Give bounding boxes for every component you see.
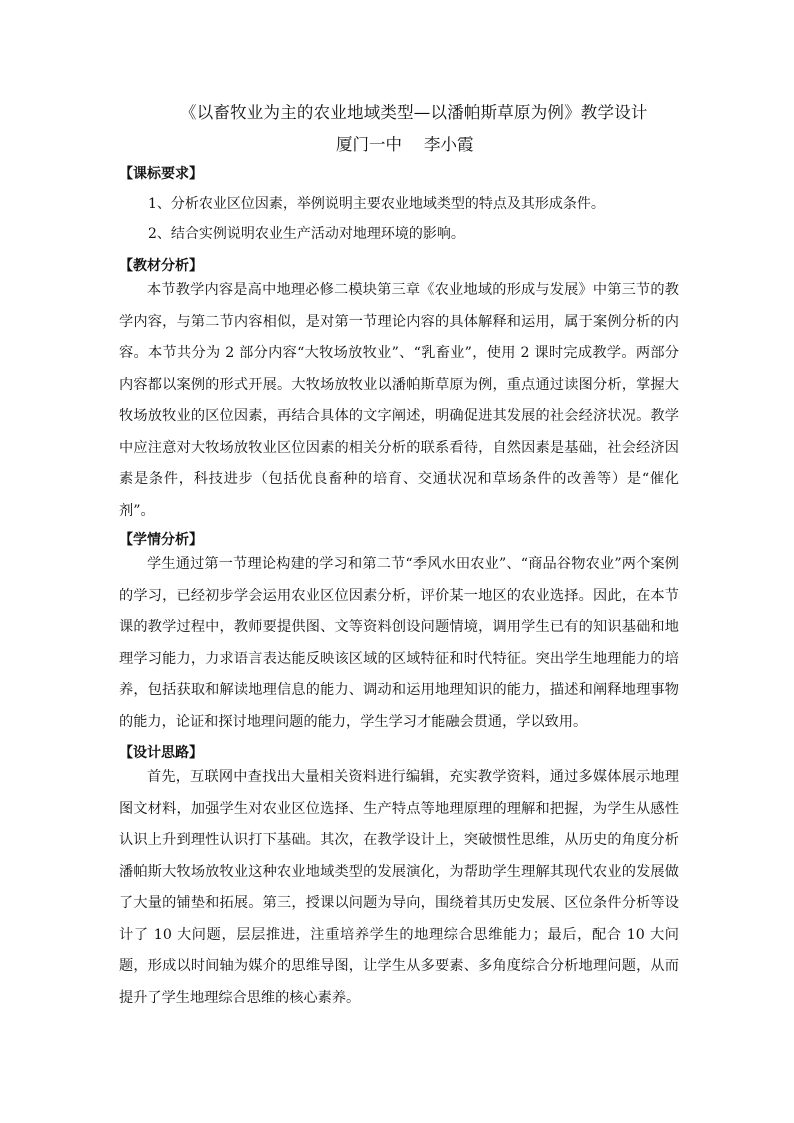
document-title: 《以畜牧业为主的农业地域类型—以潘帕斯草原为例》教学设计 bbox=[180, 103, 648, 122]
design-paragraph: 首先，互联网中查找出大量相关资料进行编辑，充实教学资料，通过多媒体展示地理图文材料，加强学生对农业区位选择、生产特点等地理原理的理解和把握，为学生从感性认识上升到理性认识打下基础。其次，在教学设计上，突破惯性思维，从历史的角度分析潘帕斯大牧场放牧业这种农业地域类型的发展演化，为帮助学生理解其现代农业的发展做了大量的铺垫和拓展。第三，授课以问题为导向，围绕着其历史发展、区位条件分析等设计了 10 大问题，层层推进，注重培养学生的地理综合思维能力；最后，配合 10 大问题，形成以时间轴为媒介的思维导图，让学生从多要素、多角度综合分析地理问题，从而提升了学生地理综合思维的核心素养。 bbox=[119, 769, 679, 1006]
design-heading: 【设计思路】 bbox=[119, 745, 203, 761]
curriculum-item-1: 1、分析农业区位因素，举例说明主要农业地域类型的特点及其形成条件。 bbox=[148, 196, 605, 212]
author-line bbox=[336, 133, 474, 157]
author-name: 李小霞 bbox=[424, 135, 474, 154]
curriculum-item-2: 2、结合实例说明农业生产活动对地理环境的影响。 bbox=[148, 226, 465, 242]
author-school: 厦门一中 bbox=[336, 135, 402, 154]
textbook-paragraph: 本节教学内容是高中地理必修二模块第三章《农业地域的形成与发展》中第三节的教学内容，与第二节内容相似，是对第一节理论内容的具体解释和运用，属于案例分析的内容。本节共分为 2 部分内容“大牧场放牧业”、“乳畜业”，使用 2 课时完成教学。两部分内容都以案例的形式开展。大牧场放牧业以潘帕斯草原为例，重点通过读图分析，掌握大牧场放牧业的区位因素，再结合具体的文字阐述，明确促进其发展的社会经济状况。教学中应注意对大牧场放牧业区位因素的相关分析的联系看待，自然因素是基础，社会经济因素是条件，科技进步（包括优良畜种的培育、交通状况和草场条件的改善等）是“催化剂”。 bbox=[119, 282, 679, 519]
students-paragraph: 学生通过第一节理论构建的学习和第二节“季风水田农业”、“商品谷物农业”两个案例的学习，已经初步学会运用农业区位因素分析，评价某一地区的农业选择。因此，在本节课的教学过程中，教师要提供图、文等资料创设问题情境，调用学生已有的知识基础和地理学习能力，力求语言表达能反映该区域的区域特征和时代特征。突出学生地理能力的培养，包括获取和解读地理信息的能力、调动和运用地理知识的能力，描述和阐释地理事物的能力，论证和探讨地理问题的能力，学生学习才能融会贯通，学以致用。 bbox=[119, 556, 679, 730]
textbook-heading: 【教材分析】 bbox=[119, 258, 203, 274]
students-heading: 【学情分析】 bbox=[119, 532, 203, 548]
curriculum-heading: 【课标要求】 bbox=[119, 166, 203, 182]
